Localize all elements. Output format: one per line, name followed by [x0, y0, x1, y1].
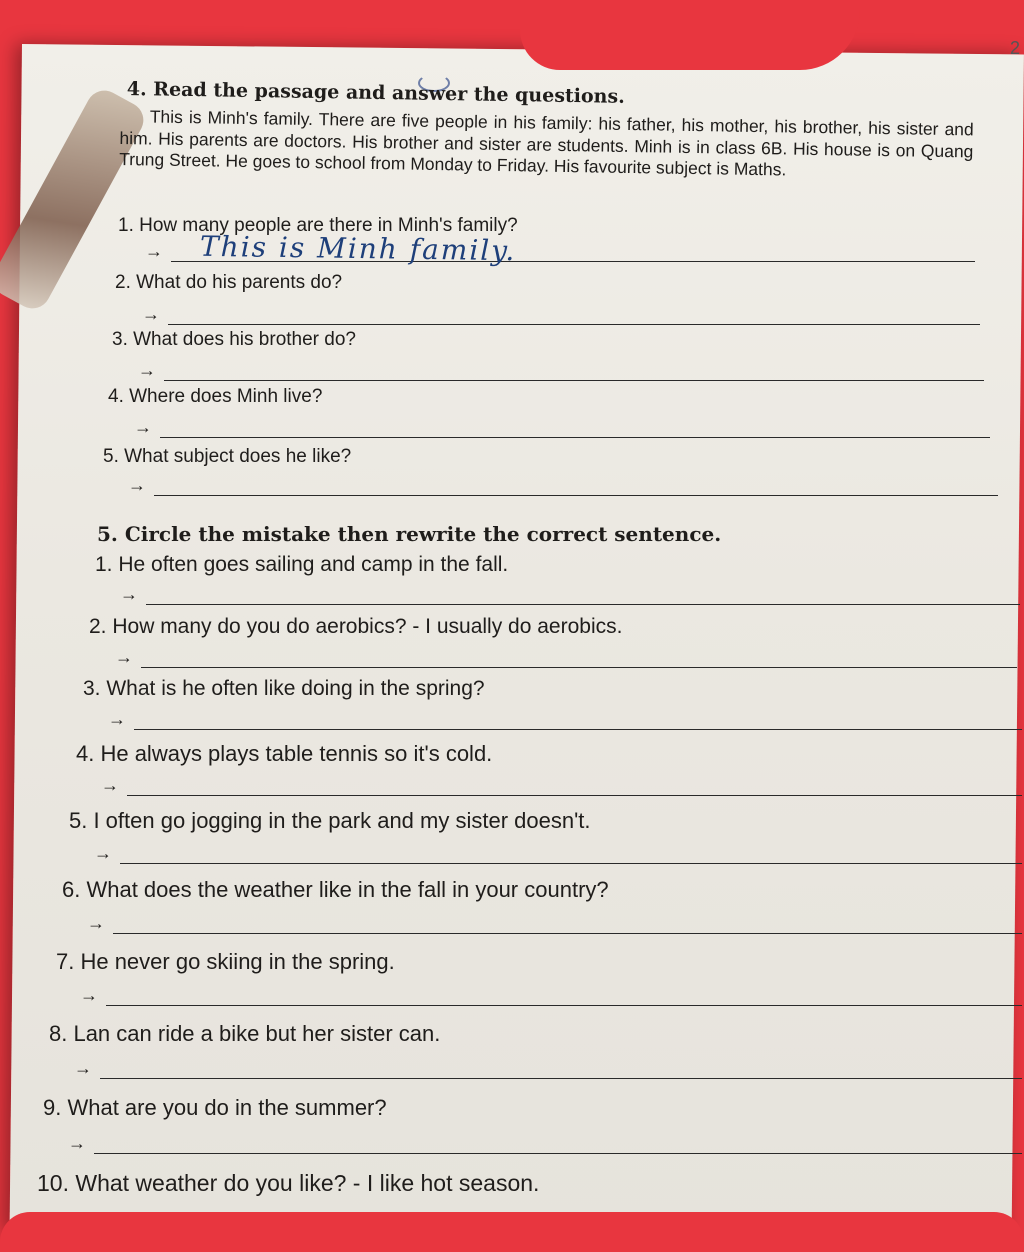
- s4-question-2: 2. What do his parents do?: [115, 272, 343, 293]
- s4-question-4: 4. Where does Minh live?: [108, 386, 323, 407]
- answer-line: [127, 795, 1022, 796]
- s5-question-2: 2. How many do you do aerobics? - I usually do aerobics.: [89, 615, 623, 638]
- s4-question-1: 1. How many people are there in Minh's family?: [118, 215, 518, 236]
- s5-answer-3[interactable]: [108, 708, 1022, 732]
- page-corner-number: 2: [1009, 38, 1020, 58]
- s5-answer-7[interactable]: [80, 984, 1022, 1008]
- red-overlay-blot: [520, 0, 860, 70]
- s4-answer-2[interactable]: [142, 303, 980, 327]
- s5-answer-4[interactable]: [101, 774, 1022, 798]
- handwritten-answer-1: This is Minh family.: [199, 229, 517, 268]
- s5-question-10: 10. What weather do you like? - I like hot season.: [37, 1170, 540, 1196]
- answer-line: [94, 1153, 1022, 1154]
- answer-line: [146, 604, 1020, 605]
- s5-question-7: 7. He never go skiing in the spring.: [56, 949, 395, 974]
- s5-answer-1[interactable]: [120, 583, 1020, 607]
- s4-answer-5[interactable]: [128, 474, 998, 498]
- arrow-icon: →: [94, 843, 112, 863]
- arrow-icon: →: [120, 584, 138, 604]
- section-5-heading: 5. Circle the mistake then rewrite the correct sentence.: [97, 522, 722, 546]
- answer-line: [106, 1005, 1022, 1006]
- arrow-icon: →: [87, 913, 105, 933]
- arrow-icon: →: [74, 1058, 92, 1078]
- arrow-icon: →: [108, 709, 126, 729]
- reading-passage: This is Minh's family. There are five people in his family: his father, his mother, his brother, his sister and him. His parents are doctors. His brother and sister are students. Minh is in class 6B. His house is on Quang Trung Street. He goes to school from Monday to Friday. His favourite subject is Maths.: [119, 106, 974, 180]
- s5-answer-2[interactable]: [115, 646, 1017, 670]
- s5-answer-9[interactable]: [68, 1132, 1022, 1156]
- arrow-icon: →: [145, 241, 163, 261]
- arrow-icon: →: [80, 985, 98, 1005]
- red-overlay-bottom: [0, 1212, 1024, 1252]
- arrow-icon: →: [142, 304, 160, 324]
- arrow-icon: →: [68, 1133, 86, 1153]
- answer-line: [120, 863, 1022, 864]
- s4-answer-3[interactable]: [138, 359, 984, 383]
- arrow-icon: →: [138, 360, 156, 380]
- red-overlay-top: [0, 0, 1024, 20]
- answer-line: [113, 933, 1022, 934]
- s5-question-3: 3. What is he often like doing in the spring?: [83, 677, 485, 700]
- s4-question-3: 3. What does his brother do?: [112, 329, 356, 350]
- s5-question-9: 9. What are you do in the summer?: [43, 1095, 387, 1120]
- s5-answer-8[interactable]: [74, 1057, 1022, 1081]
- answer-line: [141, 667, 1017, 668]
- s5-question-1: 1. He often goes sailing and camp in the fall.: [95, 553, 509, 576]
- s5-question-8: 8. Lan can ride a bike but her sister can.: [49, 1021, 441, 1046]
- answer-line: [164, 380, 984, 381]
- s5-answer-5[interactable]: [94, 842, 1022, 866]
- answer-line: [100, 1078, 1022, 1079]
- s4-answer-4[interactable]: [134, 416, 990, 440]
- arrow-icon: →: [101, 775, 119, 795]
- answer-line: [134, 729, 1022, 730]
- s5-question-5: 5. I often go jogging in the park and my sister doesn't.: [69, 808, 591, 833]
- s5-question-4: 4. He always plays table tennis so it's cold.: [76, 741, 493, 766]
- arrow-icon: →: [115, 647, 133, 667]
- arrow-icon: →: [128, 475, 146, 495]
- answer-line: [168, 324, 980, 325]
- answer-line: [160, 437, 990, 438]
- arrow-icon: →: [134, 417, 152, 437]
- s5-answer-6[interactable]: [87, 912, 1022, 936]
- s4-question-5: 5. What subject does he like?: [103, 446, 352, 467]
- section-4-heading: 4. Read the passage and answer the questions.: [126, 78, 625, 108]
- answer-line: [154, 495, 998, 496]
- s5-question-6: 6. What does the weather like in the fall in your country?: [62, 877, 609, 902]
